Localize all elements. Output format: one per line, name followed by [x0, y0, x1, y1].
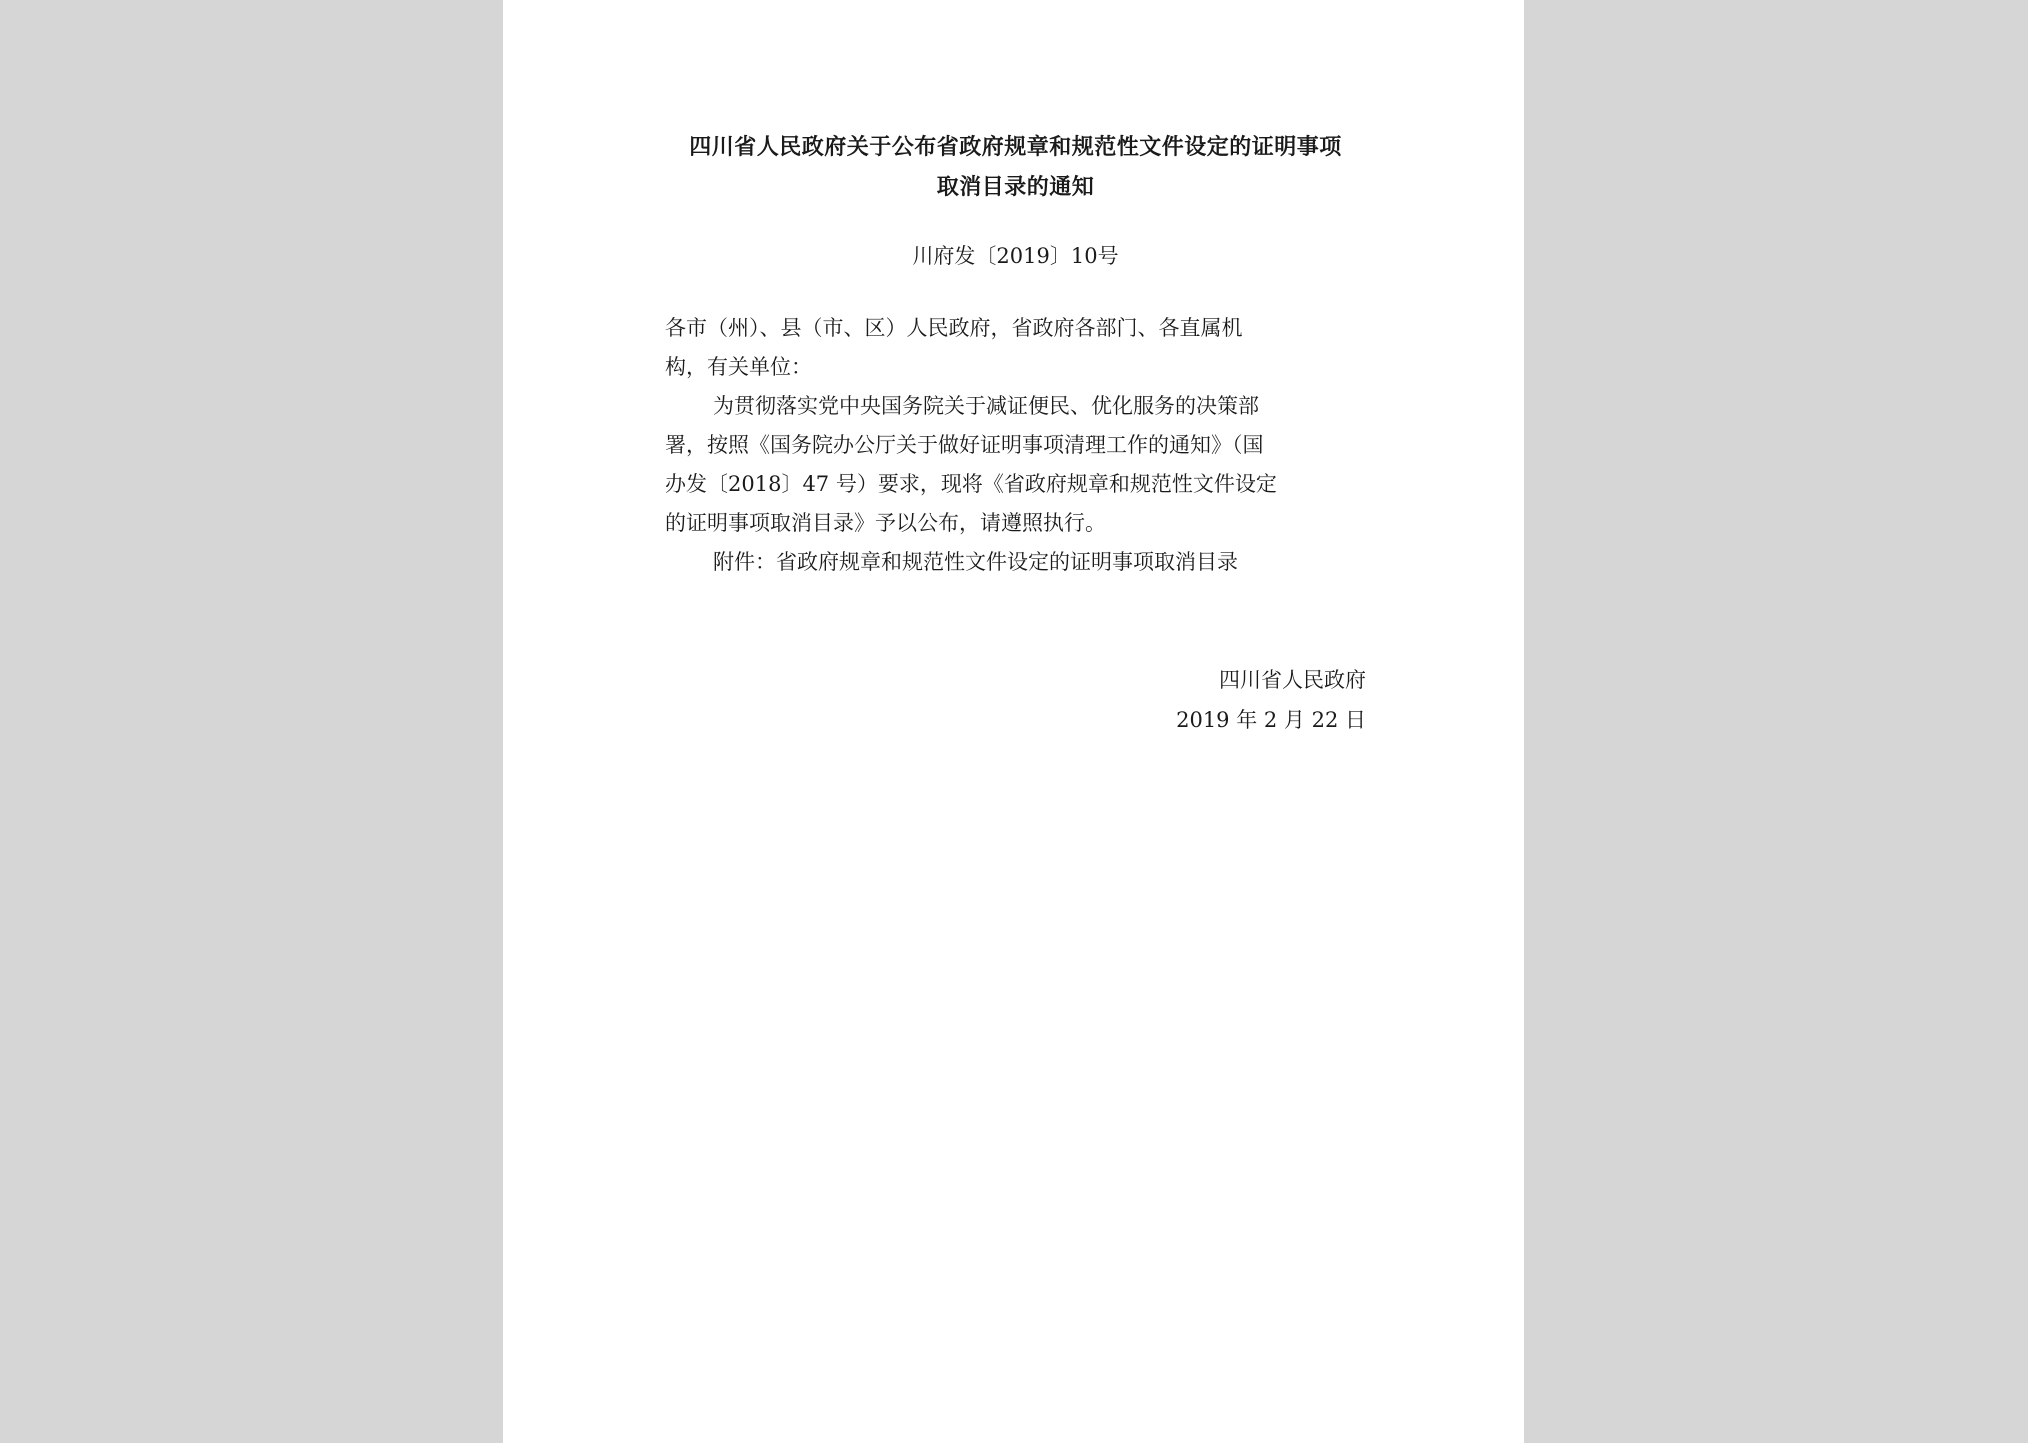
body-paragraph [665, 387, 1366, 543]
signature-date: 2019 年 2 月 22 日 [1176, 708, 1366, 732]
document-title [665, 128, 1366, 208]
body-line-2: 署，按照《国务院办公厅关于做好证明事项清理工作的通知》（国 [665, 433, 1264, 457]
title-line-1: 四川省人民政府关于公布省政府规章和规范性文件设定的证明事项 [689, 135, 1342, 160]
addressee-line-1: 各市（州）、县（市、区）人民政府，省政府各部门、各直属机 [665, 316, 1243, 340]
signature-block [665, 660, 1366, 740]
body-line-1: 为贯彻落实党中央国务院关于减证便民、优化服务的决策部 [713, 394, 1259, 418]
body-line-4: 的证明事项取消目录》予以公布，请遵照执行。 [665, 511, 1106, 535]
addressee [665, 309, 1366, 387]
document-page [503, 0, 1524, 1443]
document-number: 川府发〔2019〕10号 [912, 244, 1119, 268]
body-line-3: 办发〔2018〕47 号）要求，现将《省政府规章和规范性文件设定 [665, 472, 1277, 496]
document-content [665, 128, 1366, 740]
addressee-line-2: 构，有关单位： [665, 355, 812, 379]
signature-organization: 四川省人民政府 [1219, 668, 1366, 692]
attachment-note: 附件：省政府规章和规范性文件设定的证明事项取消目录 [713, 550, 1238, 574]
title-line-2: 取消目录的通知 [936, 175, 1095, 200]
